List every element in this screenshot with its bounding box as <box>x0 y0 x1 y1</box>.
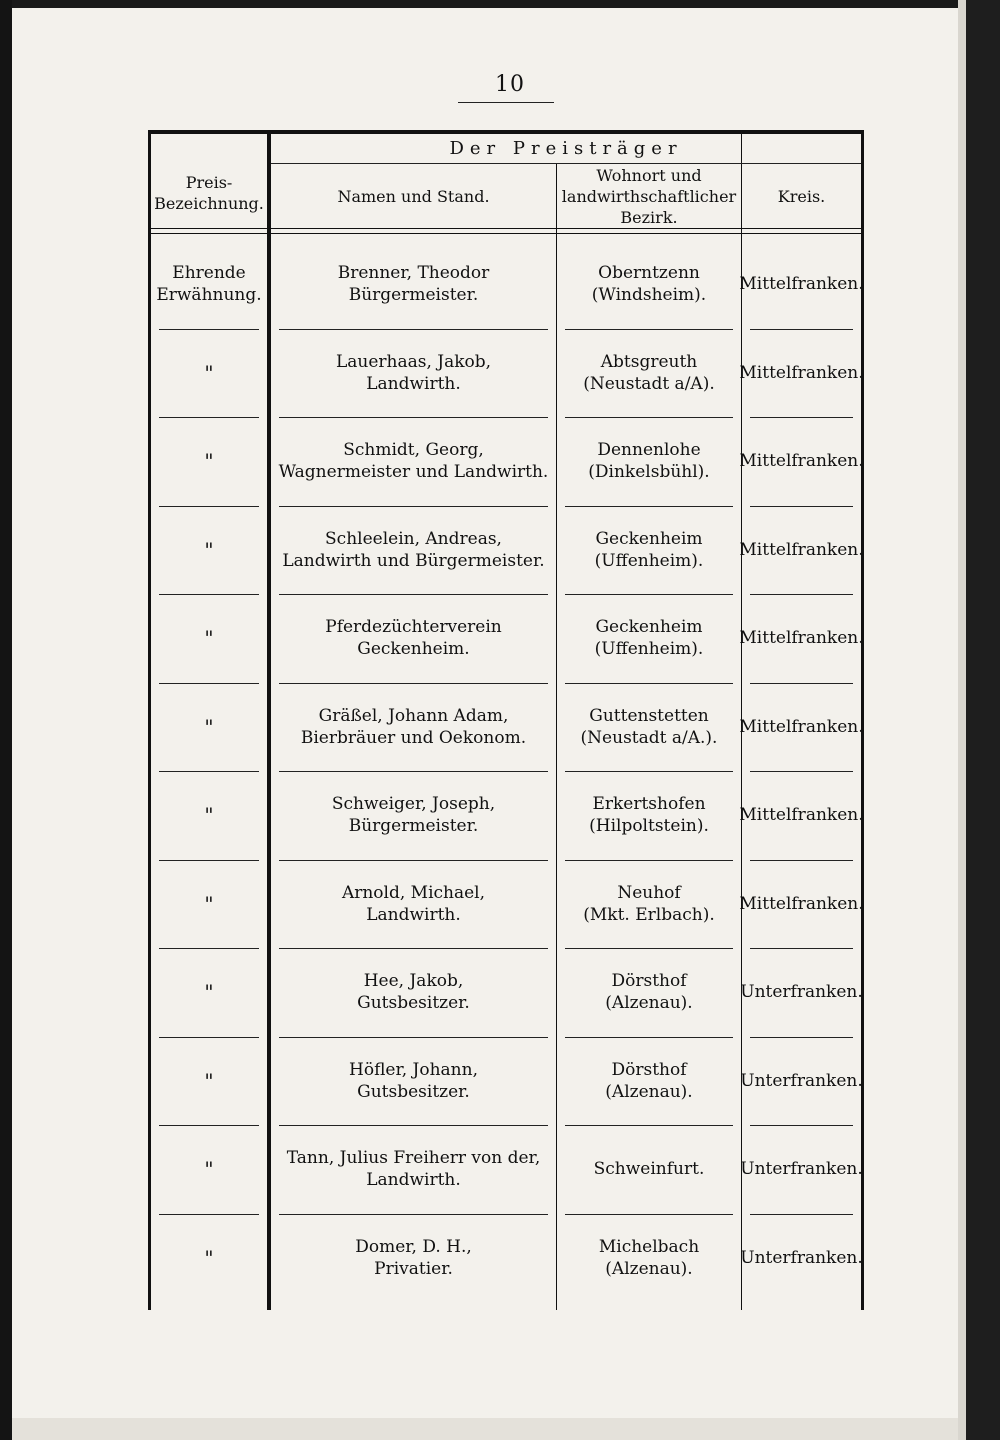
header-group-title: Der Preisträger <box>449 138 683 159</box>
residence-cell-line: Michelbach <box>598 1236 700 1257</box>
header-residence <box>557 165 741 227</box>
district-cell <box>739 417 864 506</box>
residence-cell-line: (Alzenau). <box>605 993 693 1014</box>
district-cell-line: Unterfranken. <box>740 982 863 1003</box>
district-cell-line: Unterfranken. <box>740 1247 863 1268</box>
prize-cell-line: " <box>204 1245 214 1270</box>
header-prize-line-1: Preis- <box>185 173 233 192</box>
prize-cell <box>151 329 267 418</box>
residence-cell-line: (Uffenheim). <box>594 639 704 660</box>
prize-cell <box>151 860 267 949</box>
scan-page-edge <box>958 0 966 1440</box>
name-cell-line: Landwirth und Bürgermeister. <box>282 550 545 571</box>
prize-cell <box>151 948 267 1037</box>
prize-cell-line: " <box>204 980 214 1005</box>
name-cell-line: Landwirth. <box>366 373 461 394</box>
district-cell-line: Mittelfranken. <box>739 805 864 826</box>
prize-cell <box>151 417 267 506</box>
name-cell-line: Domer, D. H., <box>355 1236 472 1257</box>
header-prize-designation <box>151 160 267 226</box>
name-cell <box>271 329 556 418</box>
prize-cell-line: " <box>204 626 214 651</box>
residence-cell-line: Oberntzenn <box>598 263 700 284</box>
residence-cell <box>557 240 741 329</box>
residence-cell-line: (Neustadt a/A.). <box>580 727 718 748</box>
prize-cell-line: " <box>204 891 214 916</box>
name-cell-line: Gräßel, Johann Adam, <box>318 705 509 726</box>
district-cell-line: Mittelfranken. <box>739 539 864 560</box>
district-cell <box>739 329 864 418</box>
name-cell-line: Wagnermeister und Landwirth. <box>278 462 549 483</box>
district-cell <box>742 1214 861 1303</box>
table-top-rule <box>148 130 864 134</box>
header-district: Kreis. <box>777 186 826 206</box>
district-cell-line: Mittelfranken. <box>739 451 864 472</box>
name-cell <box>271 240 556 329</box>
district-cell-line: Mittelfranken. <box>739 716 864 737</box>
name-cell-line: Lauerhaas, Jakob, <box>335 351 492 372</box>
district-cell-line: Unterfranken. <box>740 1159 863 1180</box>
name-cell <box>271 771 556 860</box>
district-cell <box>739 594 864 683</box>
page-number: 10 <box>495 72 525 97</box>
name-cell-line: Schmidt, Georg, <box>343 440 484 461</box>
prize-cell <box>151 594 267 683</box>
name-cell-line: Bierbräuer und Oekonom. <box>300 727 527 748</box>
residence-cell-line: Geckenheim <box>595 528 703 549</box>
residence-cell-line: Geckenheim <box>595 617 703 638</box>
residence-cell <box>557 506 741 595</box>
page-number-rule <box>458 102 554 103</box>
residence-cell-line: (Windsheim). <box>591 285 707 306</box>
residence-cell-line: Dörsthof <box>611 1059 687 1080</box>
district-cell <box>742 948 861 1037</box>
district-cell-line: Mittelfranken. <box>739 893 864 914</box>
residence-cell <box>557 683 741 772</box>
residence-cell-line: (Mkt. Erlbach). <box>583 904 715 925</box>
name-cell-line: Bürgermeister. <box>348 816 479 837</box>
residence-cell-line: (Alzenau). <box>605 1081 693 1102</box>
prize-cell <box>151 240 267 329</box>
group-header-rule <box>271 163 861 164</box>
prize-cell-line: " <box>204 360 214 385</box>
name-cell-line: Landwirth. <box>366 904 461 925</box>
name-cell-line: Hee, Jakob, <box>363 971 464 992</box>
name-cell <box>271 948 556 1037</box>
residence-cell <box>557 1125 741 1214</box>
name-cell-line: Pferdezüchterverein Geckenheim. <box>325 617 502 660</box>
prize-cell-line: " <box>204 449 214 474</box>
district-cell-line: Unterfranken. <box>740 1070 863 1091</box>
prize-cell-line: " <box>204 1068 214 1093</box>
name-cell <box>271 1125 556 1214</box>
prize-cell-line: " <box>204 1157 214 1182</box>
name-cell <box>271 594 556 683</box>
prize-cell <box>151 1214 267 1303</box>
name-cell-line: Landwirth. <box>366 1170 461 1191</box>
name-cell-line: Tann, Julius Freiherr von der, <box>286 1148 541 1169</box>
name-cell <box>271 417 556 506</box>
header-residence-line-2: landwirthschaftlicher <box>561 186 737 206</box>
header-prize-line-2: Bezeichnung. <box>154 194 264 213</box>
header-residence-line-3: Bezirk. <box>620 207 678 227</box>
residence-cell <box>557 594 741 683</box>
prize-cell <box>151 1125 267 1214</box>
name-cell-line: Arnold, Michael, <box>341 882 486 903</box>
residence-cell <box>557 948 741 1037</box>
district-cell-line: Mittelfranken. <box>739 274 864 295</box>
residence-cell <box>557 1037 741 1126</box>
residence-cell-line: Dörsthof <box>611 971 687 992</box>
prize-cell-line: Ehrende <box>172 263 246 284</box>
prize-cell <box>151 683 267 772</box>
scan-border-right <box>966 0 1000 1440</box>
name-cell-line: Gutsbesitzer. <box>357 993 470 1014</box>
name-cell-line: Schweiger, Joseph, <box>331 794 496 815</box>
name-cell <box>271 1214 556 1303</box>
name-cell-line: Brenner, Theodor <box>337 263 490 284</box>
prize-cell-line: " <box>204 537 214 562</box>
header-rule-2 <box>151 233 861 234</box>
residence-cell <box>557 417 741 506</box>
prize-cell <box>151 506 267 595</box>
residence-cell <box>557 860 741 949</box>
residence-cell-line: Dennenlohe <box>597 440 701 461</box>
name-cell <box>271 1037 556 1126</box>
name-cell <box>271 860 556 949</box>
residence-cell-line: (Dinkelsbühl). <box>588 462 710 483</box>
name-cell <box>271 683 556 772</box>
residence-cell-line: Schweinfurt. <box>593 1159 705 1180</box>
header-residence-line-1: Wohnort und <box>596 165 702 185</box>
residence-cell <box>557 329 741 418</box>
prize-cell <box>151 1037 267 1126</box>
district-cell <box>742 1037 861 1126</box>
district-cell <box>739 860 864 949</box>
name-cell-line: Gutsbesitzer. <box>357 1081 470 1102</box>
residence-cell-line: Abtsgreuth <box>600 351 698 372</box>
residence-cell-line: (Neustadt a/A). <box>583 373 715 394</box>
prize-cell-line: " <box>204 714 214 739</box>
prize-cell-line: " <box>204 803 214 828</box>
name-cell-line: Schleelein, Andreas, <box>325 528 502 549</box>
prize-cell <box>151 771 267 860</box>
name-cell-line: Höfler, Johann, <box>349 1059 478 1080</box>
district-cell <box>739 506 864 595</box>
district-cell <box>739 683 864 772</box>
residence-cell-line: Neuhof <box>617 882 681 903</box>
residence-cell <box>557 1214 741 1303</box>
residence-cell-line: Guttenstetten <box>589 705 709 726</box>
district-cell <box>739 240 864 329</box>
prize-cell-line: Erwähnung. <box>156 285 262 306</box>
district-cell-line: Mittelfranken. <box>739 362 864 383</box>
district-cell <box>742 1125 861 1214</box>
header-name-and-status: Namen und Stand. <box>337 186 490 206</box>
residence-cell-line: (Uffenheim). <box>594 550 704 571</box>
district-cell-line: Mittelfranken. <box>739 628 864 649</box>
residence-cell-line: (Alzenau). <box>605 1258 693 1279</box>
name-cell-line: Bürgermeister. <box>348 285 479 306</box>
scan-border-bottom <box>12 1418 958 1440</box>
scan-border-left <box>0 0 12 1440</box>
name-cell <box>271 506 556 595</box>
name-cell-line: Privatier. <box>374 1258 453 1279</box>
scan-border-top <box>0 0 1000 8</box>
residence-cell-line: (Hilpoltstein). <box>589 816 709 837</box>
district-cell <box>739 771 864 860</box>
residence-cell-line: Erkertshofen <box>592 794 706 815</box>
residence-cell <box>557 771 741 860</box>
header-rule-1 <box>151 228 861 229</box>
